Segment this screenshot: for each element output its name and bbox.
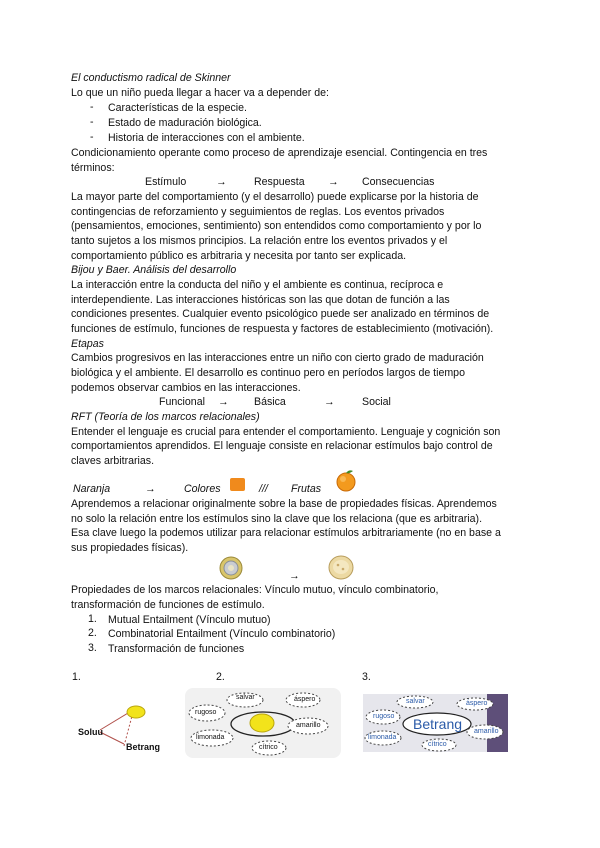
example-arrow: → <box>145 483 156 495</box>
figure-1-word: Soluu <box>78 727 103 737</box>
paragraph-line: no solo la relación entre los estímulos sino la clave que los relaciona (que es arbitraria). <box>71 513 483 525</box>
chain-response: Respuesta <box>254 176 305 188</box>
paragraph-line: Aprendemos a relacionar originalmente sobre la base de propiedades físicas. Aprendemos <box>71 498 497 510</box>
skinner-intro: Lo que un niño pueda llegar a hacer va a depender de: <box>71 87 329 99</box>
etapas-heading: Etapas <box>71 338 104 350</box>
euro-coin-icon <box>219 556 243 580</box>
paragraph-line: tanto sujetos a los mismos principios. La relación entre los eventos privados y el <box>71 235 448 247</box>
list-number: 3. <box>88 642 97 654</box>
paragraph-line: contingencias de reforzamiento y seguimientos de reglas. Los eventos privados <box>71 206 445 218</box>
paragraph-line: claves arbitrarias. <box>71 455 155 467</box>
example-orange: Naranja <box>73 483 111 495</box>
paragraph-line: biológica y el ambiente. El desarrollo es continuo pero en períodos largos de tiempo <box>71 367 465 379</box>
paragraph-line: La interacción entre la conducta del niño y el ambiente es continua, recíproca e <box>71 279 444 291</box>
paragraph-line: La mayor parte del comportamiento (y el desarrollo) puede explicarse por la historia de <box>71 191 479 203</box>
paragraph-line: comportamiento público es arbitraria y necesita por tanto ser explicada. <box>71 250 407 262</box>
list-item: Mutual Entailment (Vínculo mutuo) <box>108 614 271 626</box>
example-separator: /// <box>259 483 268 495</box>
paragraph-line: Cambios progresivos en las interacciones entre un niño con cierto grado de maduración <box>71 352 484 364</box>
example-fruits: Frutas <box>291 483 322 495</box>
figure-2-word: limonada <box>196 734 225 741</box>
orange-fruit-icon <box>335 468 357 492</box>
paragraph-line: comportamientos aprendidos. El lenguaje consiste en relacionar estímulos bajo control de <box>71 440 493 452</box>
chain-stimulus: Estímulo <box>145 176 187 188</box>
chain-consequences: Consecuencias <box>362 176 435 188</box>
list-item: Estado de maduración biológica. <box>108 117 262 129</box>
coin-arrow: → <box>289 570 300 582</box>
list-item: Transformación de funciones <box>108 643 245 655</box>
figure-2-word: áspero <box>294 696 316 703</box>
chain-arrow: → <box>324 396 335 408</box>
paragraph-line: podemos observar cambios en las interacciones. <box>71 382 301 394</box>
bullet-dash: - <box>90 116 94 128</box>
chain-social: Social <box>362 396 391 408</box>
figure-3-word: limonada <box>368 734 397 741</box>
chain-arrow: → <box>216 176 227 188</box>
paragraph-line: Esa clave luego la podemos utilizar para relacionar estímulos arbitrariamente (no en base a <box>71 527 501 539</box>
figure-label: 1. <box>72 671 81 683</box>
figure-2-word: rugoso <box>195 709 217 716</box>
rft-heading: RFT (Teoría de los marcos relacionales) <box>71 411 260 423</box>
paragraph-line: (pensamientos, emociones, sentimiento) son entendidos como comportamiento y por lo <box>71 220 482 232</box>
bread-roll-icon <box>328 555 354 580</box>
figure-label: 3. <box>362 671 371 683</box>
figure-3-word: amarillo <box>474 728 499 735</box>
orange-color-swatch <box>230 478 245 491</box>
figure-1-word: Betrang <box>126 742 161 752</box>
paragraph-line: Condicionamiento operante como proceso de aprendizaje esencial. Contingencia en tres <box>71 147 488 159</box>
figure-3-word: cítrico <box>428 741 447 748</box>
figure-label: 2. <box>216 671 225 683</box>
figure-2-word: salvar <box>236 694 255 701</box>
chain-arrow: → <box>328 176 339 188</box>
paragraph-line: Propiedades de los marcos relacionales: Vínculo mutuo, vínculo combinatorio, <box>71 584 439 596</box>
list-number: 2. <box>88 627 97 639</box>
chain-arrow: → <box>218 396 229 408</box>
paragraph-line: sus propiedades físicas). <box>71 542 189 554</box>
bullet-dash: - <box>90 131 94 143</box>
paragraph-line: transformación de funciones de estímulo. <box>71 599 265 611</box>
list-item: Combinatorial Entailment (Vínculo combinatorio) <box>108 628 336 640</box>
figure-2-word: amarillo <box>296 722 321 729</box>
paragraph-line: interdependiente. Las interacciones históricas son las que dotan de función a las <box>71 294 450 306</box>
figure-3-center-word: Betrang <box>413 716 463 732</box>
figure-3-word: áspero <box>466 700 488 707</box>
list-item: Características de la especie. <box>108 102 247 114</box>
chain-basic: Básica <box>254 396 286 408</box>
example-colors: Colores <box>184 483 221 495</box>
figure-3-word: rugoso <box>373 713 395 720</box>
skinner-heading: El conductismo radical de Skinner <box>71 72 231 84</box>
chain-functional: Funcional <box>159 396 205 408</box>
paragraph-line: términos: <box>71 162 115 174</box>
figure-3-word: salvar <box>406 698 425 705</box>
paragraph-line: Entender el lenguaje es crucial para entender el comportamiento. Lenguaje y cognición son <box>71 426 501 438</box>
paragraph-line: condiciones presentes. Cualquier evento psicológico puede ser analizado en términos de <box>71 308 490 320</box>
figure-2-word: cítrico <box>259 744 278 751</box>
bullet-dash: - <box>90 101 94 113</box>
bijou-heading: Bijou y Baer. Análisis del desarrollo <box>71 264 237 276</box>
list-number: 1. <box>88 613 97 625</box>
paragraph-line: funciones de estímulo, funciones de respuesta y factores de establecimiento (motivación). <box>71 323 494 335</box>
list-item: Historia de interacciones con el ambiente. <box>108 132 305 144</box>
